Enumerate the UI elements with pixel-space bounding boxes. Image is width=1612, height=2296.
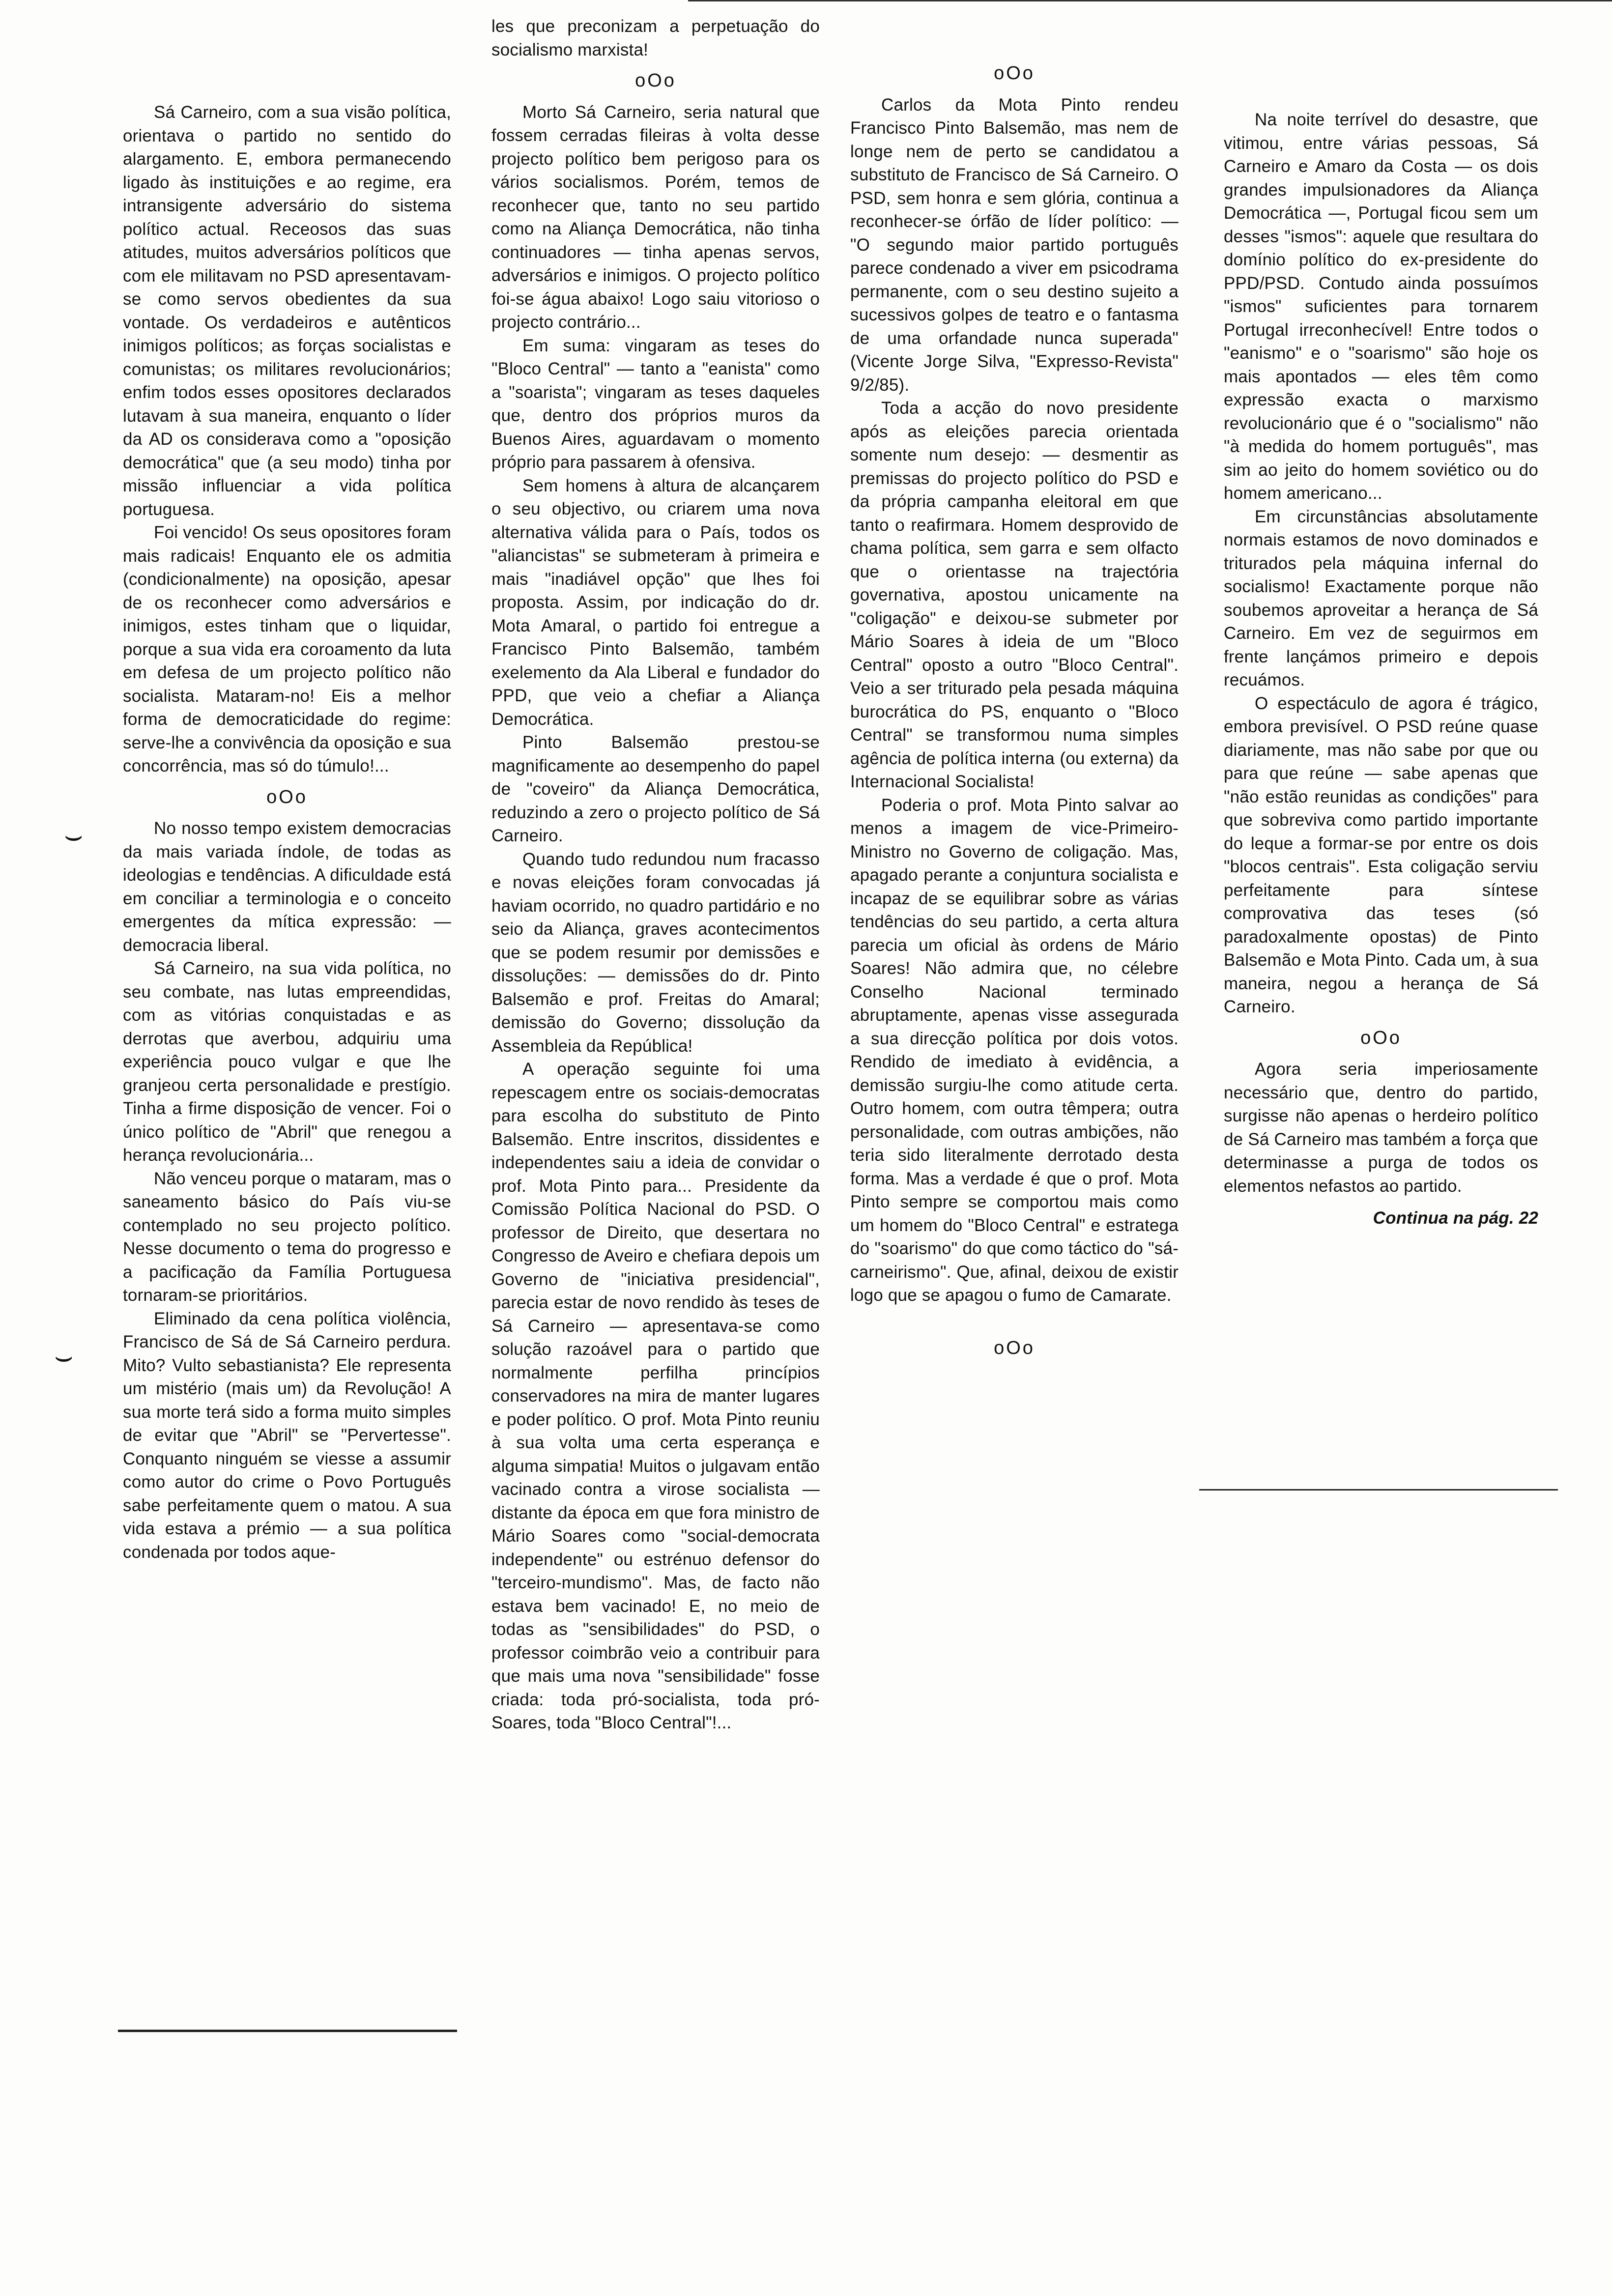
col2-separator: oOo <box>635 70 676 91</box>
col4-paragraph-3: O espectáculo de agora é trágico, embora previsível. O PSD reúne quase diariamente, mas não sabe por que ou para que reúne — sabe apenas que "não estão reunidas as condições" para que sobreviva como partido importante do leque a formar-se por entre os dois "blocos centrais". Esta coligação serviu perfeitamente para síntese comprovativa das teses (só paradoxalmente opostas) de Pinto Balsemão e Mota Pinto. Cada um, à sua maneira, negou a herança de Sá Carneiro. <box>1224 693 1538 1016</box>
col3-separator-top: oOo <box>994 63 1035 84</box>
col2-paragraph-5: Quando tudo redundou num fracasso e novas eleições foram convocadas já haviam ocorrido, no quadro partidário e no seio da Aliança, graves acontecimentos que se podem resumir por demissões e dissoluções: — demissões do dr. Pinto Balsemão e prof. Freitas do Amaral; demissão do Governo; dissolução da Assembleia da República! <box>491 849 820 1056</box>
col1-paragraph-5: Não venceu porque o mataram, mas o saneamento básico do País viu-se contemplado no seu projecto político. Nesse documento o tema do progresso e a pacificação da Família Portuguesa tornaram-se prioritários. <box>123 1169 451 1305</box>
col2-paragraph-2: Em suma: vingaram as teses do "Bloco Central" — tanto a "eanista" como a "soarista"; vingaram as teses daqueles que, dentro dos próprios muros da Buenos Aires, aguardavam o momento próprio para passarem à ofensiva. <box>491 336 820 472</box>
col1-paragraph-3: No nosso tempo existem democracias da mais variada índole, de todas as ideologias e tendências. A dificuldade está em conciliar a terminologia e o conceito emergentes da mítica expressão: — democracia liberal. <box>123 819 451 955</box>
column-4 <box>1224 108 1538 1230</box>
col1-paragraph-6: Eliminado da cena política violência, Francisco de Sá de Sá Carneiro perdura. Mito? Vulto sebastianista? Ele representa um mistério (mais um) da Revolução! A sua morte terá sido a forma muito simples de evitar que "Abril" se "Pervertesse". Conquanto ninguém se viesse a assumir como autor do crime o Povo Português sabe perfeitamente quem o matou. A sua vida estava a prémio — a sua política condenada por todos aque- <box>123 1309 451 1562</box>
col3-paragraph-1: Carlos da Mota Pinto rendeu Francisco Pinto Balsemão, mas nem de longe nem de perto se candidatou a substituto de Francisco de Sá Carneiro. O PSD, sem honra e sem glória, continua a reconhecer-se órfão de líder político: — "O segundo maior partido português parece condenado a viver em psicodrama permanente, com o seu destino sujeito a sucessivos golpes de teatro e o fantasma de uma orfandade nunca superada" (Vicente Jorge Silva, "Expresso-Revista" 9/2/85). <box>850 95 1179 395</box>
col1-bottom-rule <box>118 2030 457 2032</box>
col4-bottom-rule <box>1199 1489 1558 1491</box>
margin-mark-1: ⌣ <box>64 819 84 852</box>
top-rule <box>688 0 1612 1</box>
margin-mark-2: ⌣ <box>54 1340 74 1373</box>
column-2 <box>491 15 820 1735</box>
col1-paragraph-1: Sá Carneiro, com a sua visão política, orientava o partido no sentido do alargamento. E, embora permanecendo ligado às instituições e ao regime, era intransigente adversário do sistema político actual. Receosos das suas atitudes, muitos adversários políticos que com ele militavam no PSD apresentavam-se como servos obedientes da sua vontade. Os verdadeiros e autênticos inimigos políticos; as forças socialistas e comunistas; os militares revolucionários; enfim todos esses opositores declarados lutavam à sua maneira, enquanto o líder da AD os considerava como a "oposição democrática" que (a seu modo) tinha por missão influenciar a vida política portuguesa. <box>123 103 451 519</box>
col2-paragraph-1: Morto Sá Carneiro, seria natural que fossem cerradas fileiras à volta desse projecto político bem perigoso para os vários socialismos. Porém, temos de reconhecer que, tanto no seu partido como na Aliança Democrática, não tinha continuadores — tinha apenas servos, adversários e inimigos. O projecto político foi-se água abaixo! Logo saiu vitorioso o projecto contrário... <box>491 102 820 332</box>
column-1 <box>123 101 451 1564</box>
col4-separator: oOo <box>1360 1027 1402 1048</box>
column-3 <box>850 54 1179 1368</box>
col4-paragraph-4: Agora seria imperiosamente necessário que, dentro do partido, surgisse não apenas o herdeiro político de Sá Carneiro mas também a força que determinasse a purga de todos os elementos nefastos ao partido. <box>1224 1060 1538 1196</box>
col1-separator: oOo <box>266 786 308 807</box>
continued-note: Continua na pág. 22 <box>1373 1208 1538 1228</box>
col1-paragraph-4: Sá Carneiro, na sua vida política, no seu combate, nas lutas empreendidas, com as vitórias conquistadas e as derrotas que averbou, adquiriu uma experiência pouco vulgar e que lhe granjeou certa personalidade e prestígio. Tinha a firme disposição de vencer. Foi o único político de "Abril" que renegou a herança revolucionária... <box>123 959 451 1165</box>
col3-separator-bottom: oOo <box>994 1337 1035 1358</box>
col3-paragraph-3: Poderia o prof. Mota Pinto salvar ao menos a imagem de vice-Primeiro-Ministro no Governo de coligação. Mas, apagado perante a conjuntura socialista e incapaz de se equilibrar sobre as várias tendências do seu partido, a certa altura parecia um oficial às ordens de Mário Soares! Não admira que, no célebre Conselho Nacional terminado abruptamente, apenas visse assegurada a sua direcção política por dois votos. Rendido de imediato à evidência, a demissão surgiu-lhe como atitude certa. Outro homem, com outra têmpera; outra personalidade, com outras ambições, não teria sido literalmente derrotado desta forma. Mas a verdade é que o prof. Mota Pinto sempre se comportou mais como um homem do "Bloco Central" e estratega do "soarismo" do que como táctico do "sá-carneirismo". Que, afinal, deixou de existir logo que se apagou o fumo de Camarate. <box>850 795 1179 1305</box>
col4-paragraph-1: Na noite terrível do desastre, que vitimou, entre várias pessoas, Sá Carneiro e Amaro da Costa — os dois grandes impulsionadores da Aliança Democrática —, Portugal ficou sem um desses "ismos": aquele que resultara do domínio político do ex-presidente do PPD/PSD. Contudo ainda possuímos "ismos" suficientes para tornarem Portugal irreconhecível! Entre todos o "eanismo" e o "soarismo" são hoje os mais apontados — eles têm como expressão exacta o marxismo revolucionário que é o "socialismo" não "à medida do homem português", mas sim ao jeito do homem soviético ou do homem americano... <box>1224 110 1538 503</box>
col2-paragraph-0: les que preconizam a perpetuação do socialismo marxista! <box>491 17 820 59</box>
col2-paragraph-6: A operação seguinte foi uma repescagem entre os sociais-democratas para escolha do substituto de Pinto Balsemão. Entre inscritos, dissidentes e independentes saiu a ideia de convidar o prof. Mota Pinto para... Presidente da Comissão Política Nacional do PSD. O professor de Direito, que desertara no Congresso de Aveiro e chefiara depois um Governo de "iniciativa presidencial", parecia estar de novo rendido às teses de Sá Carneiro — apresentava-se como solução razoável para o partido que normalmente perfilha princípios conservadores na mira de manter lugares e poder político. O prof. Mota Pinto reuniu à sua volta uma certa esperança e alguma simpatia! Muitos o julgavam então vacinado contra a virose socialista — distante da época em que fora ministro de Mário Soares como "social-democrata independente" ou estrénuo defensor do "terceiro-mundismo". Mas, de facto não estava bem vacinado! E, no meio de todas as "sensibilidades" do PSD, o professor coimbrão veio a contribuir para que mais uma nova "sensibilidade" fosse criada: toda pró-socialista, toda pró-Soares, toda "Bloco Central"!... <box>491 1060 820 1732</box>
col3-paragraph-2: Toda a acção do novo presidente após as eleições parecia orientada somente num desejo: — desmentir as premissas do projecto político do PSD e da própria campanha eleitoral em que tanto o reafirmara. Homem desprovido de chama política, sem garra e sem olfacto que o orientasse na trajectória governativa, apostou unicamente na "coligação" e deixou-se submeter por Mário Soares à ideia de um "Bloco Central" oposto a outro "Bloco Central". Veio a ser triturado pela pesada máquina burocrática do PS, enquanto o "Bloco Central" se transformou numa simples agência de política interna (ou externa) da Internacional Socialista! <box>850 399 1179 791</box>
col2-paragraph-4: Pinto Balsemão prestou-se magnificamente ao desempenho do papel de "coveiro" da Aliança Democrática, reduzindo a zero o projecto político de Sá Carneiro. <box>491 733 820 845</box>
col2-paragraph-3: Sem homens à altura de alcançarem o seu objectivo, ou criarem uma nova alternativa válida para o País, todos os "aliancistas" se submeteram à primeira e mais "inadiável opção" que lhes foi proposta. Assim, por indicação do dr. Mota Amaral, o partido foi entregue a Francisco Pinto Balsemão, também exelemento da Ala Liberal e fundador do PPD, que veio a chefiar a Aliança Democrática. <box>491 476 820 729</box>
col1-paragraph-2: Foi vencido! Os seus opositores foram mais radicais! Enquanto ele os admitia (condicionalmente) na oposição, apesar de os reconhecer como adversários e inimigos, estes tinham que o liquidar, porque a sua vida era coroamento da luta em defesa de um projecto político não socialista. Mataram-no! Eis a melhor forma de democraticidade do regime: serve-lhe a convivência da oposição e sua concorrência, mas só do túmulo!... <box>123 523 451 775</box>
col4-paragraph-2: Em circunstâncias absolutamente normais estamos de novo dominados e triturados pela máquina infernal do socialismo! Exactamente porque não soubemos aproveitar a herança de Sá Carneiro. Em vez de seguirmos em frente lançámos primeiro e depois recuámos. <box>1224 507 1538 689</box>
